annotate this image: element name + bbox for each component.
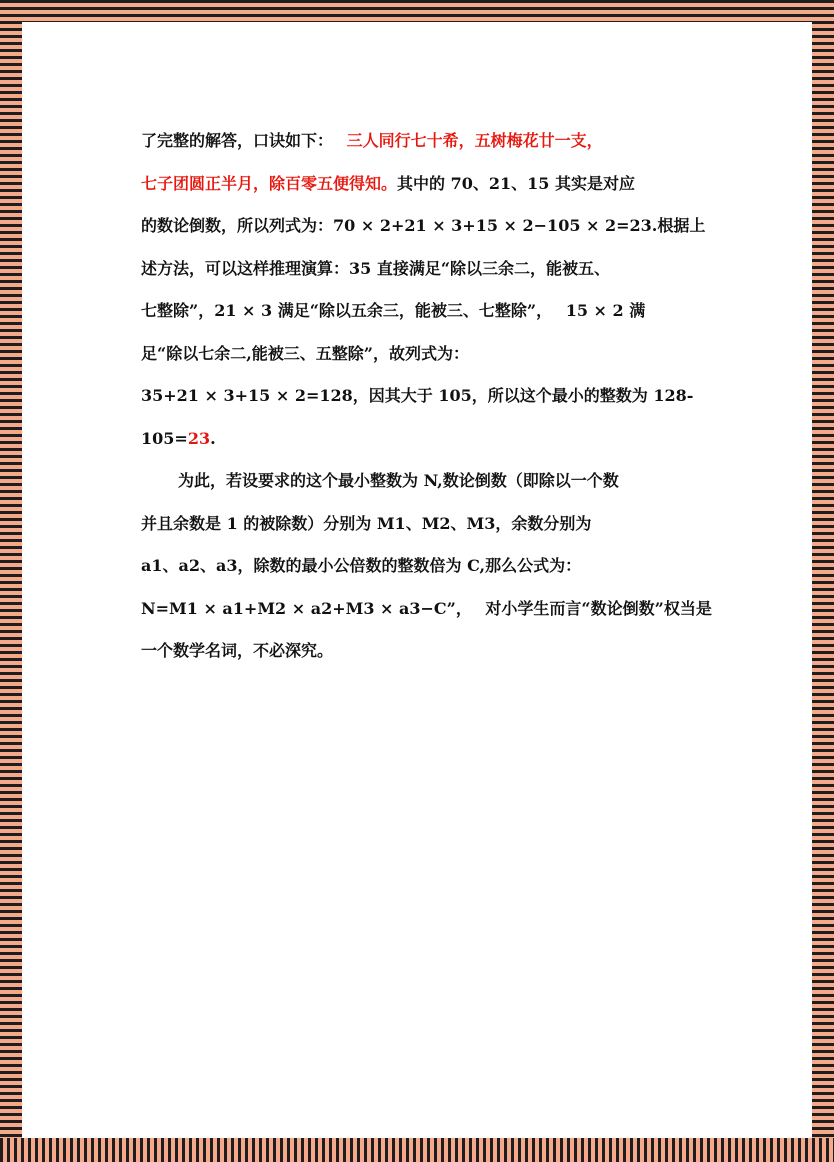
text-segment: 的数论倒数，所以列式为：70 × 2+21 × 3+15 × 2−105 × 2=23.根据上 — [141, 216, 706, 235]
text-segment: a1、a2、a3，除数的最小公倍数的整数倍为 C,那么公式为： — [141, 556, 582, 575]
striped-border-bottom — [0, 1138, 834, 1162]
text-line — [141, 545, 701, 588]
text-segment: . — [210, 428, 216, 448]
highlighted-text: 三人同行七十希，五树梅花廿一支， — [346, 131, 603, 150]
text-line — [141, 588, 712, 631]
paragraph — [141, 120, 706, 460]
text-line — [141, 248, 701, 291]
text-line — [141, 503, 701, 546]
text-line — [141, 460, 701, 503]
text-line — [141, 630, 701, 673]
text-segment: 一个数学名词，不必深究。 — [141, 641, 334, 660]
highlighted-text: 七子团圆正半月，除百零五便得知。 — [141, 173, 398, 193]
text-segment: 为此，若设要求的这个最小整数为 N,数论倒数（即除以一个数 — [178, 471, 619, 490]
document-body — [141, 120, 712, 673]
text-line — [141, 333, 701, 376]
text-segment: 35+21 × 3+15 × 2=128，因其大于 105，所以这个最小的整数为 128- — [141, 386, 694, 405]
paragraph — [141, 460, 712, 673]
text-line — [141, 120, 701, 163]
text-line — [141, 290, 701, 333]
document-page — [22, 22, 812, 1138]
text-segment: N=M1 × a1+M2 × a2+M3 × a3−C”， 对小学生而言“数论倒数”权当是 — [141, 598, 712, 618]
text-line — [141, 205, 706, 248]
highlighted-text: 23 — [187, 428, 211, 448]
text-segment: 七整除”，21 × 3 满足“除以五余三，能被三、七整除”， 15 × 2 满 — [141, 301, 646, 320]
text-segment: 足“除以七余二,能被三、五整除”，故列式为： — [141, 343, 469, 363]
text-segment: 其中的 70、21、15 其实是对应 — [397, 173, 635, 193]
text-segment: 105= — [141, 428, 188, 448]
text-line — [141, 418, 701, 461]
text-segment: 并且余数是 1 的被除数）分别为 M1、M2、M3，余数分别为 — [141, 513, 592, 533]
text-line — [141, 163, 701, 206]
text-segment: 述方法，可以这样推理演算：35 直接满足“除以三余二，能被五、 — [141, 258, 611, 278]
text-segment: 了完整的解答，口诀如下： — [141, 131, 347, 150]
text-line — [141, 375, 701, 418]
